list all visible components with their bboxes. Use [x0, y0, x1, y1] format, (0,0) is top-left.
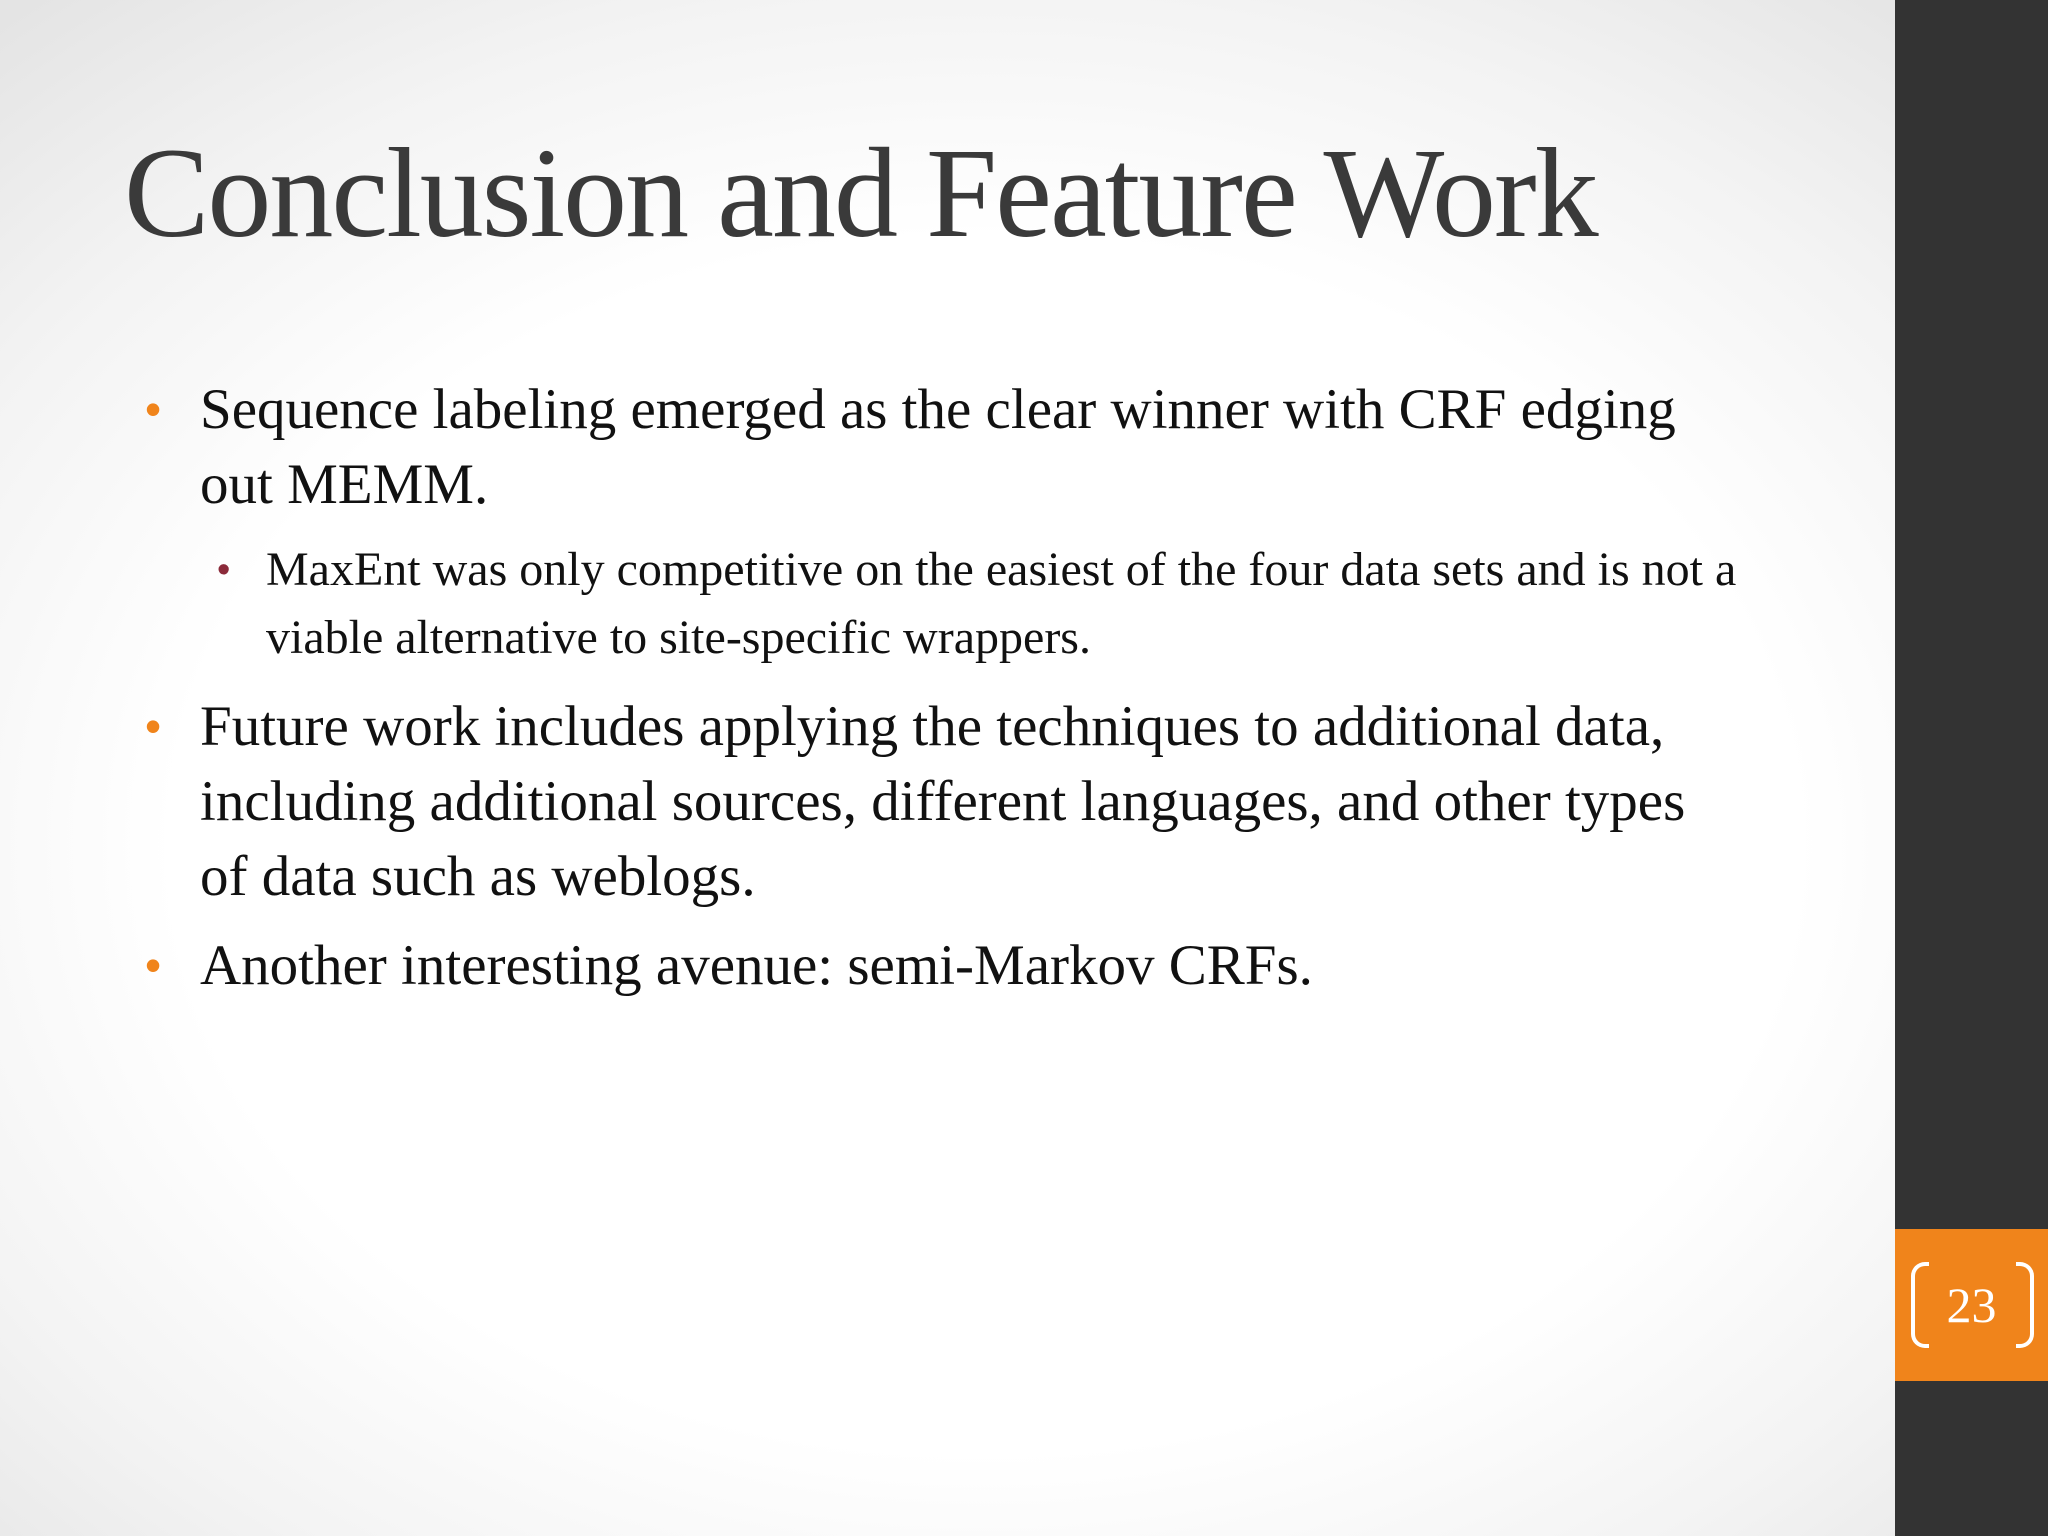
bullet-marker-icon: •	[145, 700, 162, 752]
bullet-item	[145, 928, 1720, 1003]
bullet-text: Sequence labeling emerged as the clear winner with CRF edging out MEMM.	[200, 378, 1676, 516]
bullet-text: Another interesting avenue: semi-Markov CRFs.	[200, 934, 1313, 997]
bullet-item	[145, 689, 1720, 914]
bullet-marker-icon: •	[145, 383, 162, 435]
sub-bullet-item	[217, 536, 1766, 672]
bullet-text: Future work includes applying the techniques to additional data, including additional sources, different languages, and other types of data such as weblogs.	[200, 695, 1686, 908]
sub-bullet-marker-icon: •	[217, 549, 231, 591]
slide-title: Conclusion and Feature Work	[124, 122, 1597, 264]
bullet-item	[145, 372, 1720, 522]
sub-bullet-text: MaxEnt was only competitive on the easiest of the four data sets and is not a viable alternative to site-specific wrappers.	[266, 543, 1737, 664]
page-number-badge	[1895, 1229, 2048, 1381]
bullet-marker-icon: •	[145, 939, 162, 991]
page-number: 23	[1946, 1277, 1997, 1333]
